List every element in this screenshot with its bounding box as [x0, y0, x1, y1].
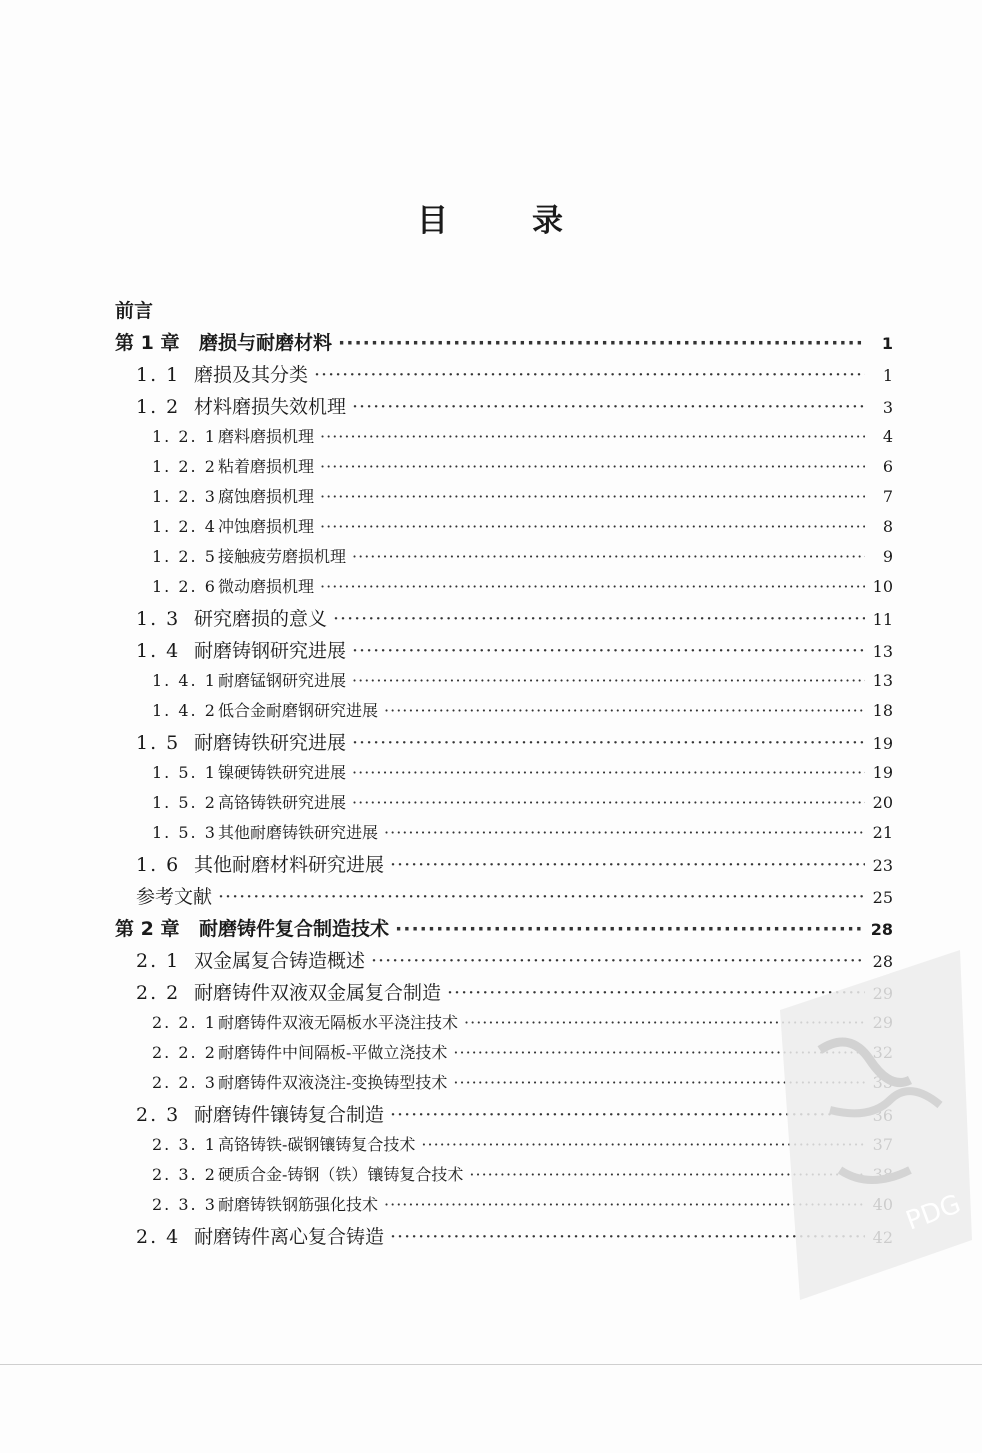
toc-entry[interactable] — [115, 820, 893, 850]
toc-entry-page-number: 18 — [872, 701, 893, 720]
toc-entry-number: 1. 5. 2 — [152, 793, 217, 812]
toc-entry-title: 磨料磨损机理 — [218, 427, 315, 446]
toc-entry[interactable] — [115, 604, 893, 636]
toc-entry-page-number: 10 — [872, 577, 893, 596]
toc-entry-title: 磨损及其分类 — [194, 364, 309, 386]
toc-entry-title: 接触疲劳磨损机理 — [218, 547, 347, 566]
toc-entry-number: 1. 2. 4 — [152, 517, 217, 536]
dot-leader — [352, 547, 865, 566]
toc-entry[interactable] — [115, 514, 893, 544]
toc-entry-title: 耐磨铸铁钢筋强化技术 — [218, 1195, 379, 1214]
toc-entry-number: 1. 2 — [136, 396, 181, 418]
toc-entry-number: 1. 5. 1 — [152, 763, 217, 782]
toc-entry-label — [136, 1222, 384, 1249]
toc-entry-label — [152, 574, 314, 597]
toc-entry-number: 1. 2. 2 — [152, 457, 217, 476]
dot-leader — [352, 396, 865, 418]
toc-entry[interactable] — [115, 668, 893, 698]
toc-entry-number: 1. 2. 6 — [152, 577, 217, 596]
toc-entry[interactable] — [115, 328, 893, 360]
toc-entry-title: 磨损与耐磨材料 — [199, 332, 333, 354]
toc-entry-number: 1. 3 — [136, 608, 181, 630]
page-bottom-rule — [0, 1364, 982, 1365]
toc-entry-page-number: 23 — [872, 856, 893, 875]
toc-entry-page-number: 9 — [882, 547, 893, 566]
toc-entry[interactable] — [115, 544, 893, 574]
toc-entry-title: 研究磨损的意义 — [194, 608, 328, 630]
toc-entry[interactable] — [115, 484, 893, 514]
toc-entry-page-number: 13 — [872, 671, 893, 690]
toc-entry-page-number: 1 — [882, 366, 893, 385]
dot-leader — [352, 732, 865, 754]
dot-leader — [390, 854, 865, 876]
dot-leader — [320, 517, 865, 536]
toc-entry-page-number: 20 — [872, 793, 893, 812]
toc-entry[interactable] — [115, 636, 893, 668]
toc-entry-label — [152, 820, 378, 843]
toc-entry-title: 其他耐磨铸铁研究进展 — [218, 823, 379, 842]
toc-entry-number: 2. 2. 1 — [152, 1013, 217, 1032]
toc-entry[interactable] — [115, 882, 893, 914]
toc-entry-label — [152, 544, 346, 567]
toc-entry-number: 1. 2. 1 — [152, 427, 217, 446]
toc-entry-page-number: 21 — [872, 823, 893, 842]
toc-entry-title: 耐磨铸铁研究进展 — [194, 732, 347, 754]
toc-entry-title: 材料磨损失效机理 — [194, 396, 347, 418]
dot-leader — [338, 332, 865, 354]
watermark-stamp — [760, 940, 975, 1300]
toc-entry-number: 第 2 章 — [115, 918, 180, 940]
toc-entry-title: 前言 — [115, 300, 154, 322]
toc-entry-title: 粘着磨损机理 — [218, 457, 315, 476]
toc-entry[interactable] — [115, 790, 893, 820]
toc-entry-title: 耐磨铸件镶铸复合制造 — [194, 1104, 385, 1126]
toc-entry-page-number: 4 — [882, 427, 893, 446]
toc-entry-title: 耐磨铸件双液无隔板水平浇注技术 — [218, 1013, 459, 1032]
toc-entry[interactable] — [115, 360, 893, 392]
title-char-1: 目 — [417, 203, 450, 239]
toc-entry[interactable] — [115, 392, 893, 424]
toc-entry-title: 高铬铸铁研究进展 — [218, 793, 347, 812]
toc-entry-number: 1. 1 — [136, 364, 181, 386]
toc-entry-number: 1. 2. 5 — [152, 547, 217, 566]
toc-entry-number: 2. 3 — [136, 1104, 181, 1126]
toc-entry-label — [152, 698, 378, 721]
toc-entry[interactable] — [115, 760, 893, 790]
toc-entry-number: 2. 2 — [136, 982, 181, 1004]
toc-entry[interactable] — [115, 850, 893, 882]
dot-leader — [352, 763, 865, 782]
toc-entry-page-number: 28 — [872, 952, 893, 971]
dot-leader — [352, 793, 865, 812]
toc-entry-title: 硬质合金-铸钢（铁）镶铸复合技术 — [218, 1165, 464, 1184]
toc-entry-title: 低合金耐磨钢研究进展 — [218, 701, 379, 720]
toc-entry-title: 耐磨铸件双液双金属复合制造 — [194, 982, 442, 1004]
title-char-2: 录 — [532, 203, 565, 239]
toc-entry-page-number: 19 — [872, 734, 893, 753]
toc-entry-label — [136, 636, 346, 663]
toc-entry-title: 双金属复合铸造概述 — [194, 950, 366, 972]
toc-entry-page-number: 3 — [882, 398, 893, 417]
dot-leader — [218, 886, 865, 908]
toc-entry-title: 耐磨铸钢研究进展 — [194, 640, 347, 662]
toc-entry-title: 耐磨铸件双液浇注-变换铸型技术 — [218, 1073, 448, 1092]
toc-entry-label — [152, 424, 314, 447]
toc-entry-label — [152, 1040, 447, 1063]
toc-entry-label — [115, 328, 332, 355]
toc-entry-label — [136, 728, 346, 755]
toc-entry-title: 耐磨铸件复合制造技术 — [199, 918, 390, 940]
dot-leader — [320, 577, 865, 596]
toc-entry-number: 1. 4 — [136, 640, 181, 662]
toc-entry-label — [136, 850, 384, 877]
dot-leader — [384, 701, 865, 720]
toc-entry-number: 第 1 章 — [115, 332, 180, 354]
toc-entry[interactable] — [115, 296, 893, 328]
toc-entry-label — [152, 484, 314, 507]
toc-entry-title: 耐磨铸件中间隔板-平做立浇技术 — [218, 1043, 448, 1062]
toc-entry-number: 1. 2. 3 — [152, 487, 217, 506]
toc-entry-label — [152, 760, 346, 783]
toc-entry-page-number: 11 — [872, 610, 893, 629]
toc-entry-number: 1. 4. 2 — [152, 701, 217, 720]
toc-entry-label — [136, 1100, 384, 1127]
toc-entry-page-number: 28 — [870, 920, 893, 939]
toc-entry-number: 1. 4. 1 — [152, 671, 217, 690]
toc-entry-label — [136, 882, 212, 909]
toc-entry-label — [152, 514, 314, 537]
dot-leader — [320, 487, 865, 506]
toc-entry-number: 1. 6 — [136, 854, 181, 876]
toc-entry-number: 2. 3. 3 — [152, 1195, 217, 1214]
watermark-text: PDG — [902, 1189, 965, 1237]
toc-entry[interactable] — [115, 698, 893, 728]
toc-entry-page-number: 7 — [882, 487, 893, 506]
toc-entry-label — [152, 454, 314, 477]
toc-entry-title: 高铬铸铁-碳钢镶铸复合技术 — [218, 1135, 416, 1154]
toc-entry-title: 微动磨损机理 — [218, 577, 315, 596]
toc-entry-title: 镍硬铸铁研究进展 — [218, 763, 347, 782]
toc-entry-page-number: 13 — [872, 642, 893, 661]
toc-entry-label — [136, 946, 365, 973]
toc-entry-label — [115, 914, 389, 941]
toc-entry-label — [152, 668, 346, 691]
toc-entry-number: 2. 2. 3 — [152, 1073, 217, 1092]
page-title — [0, 195, 982, 240]
toc-entry-number: 2. 3. 1 — [152, 1135, 217, 1154]
toc-entry[interactable] — [115, 574, 893, 604]
toc-entry-title: 耐磨锰钢研究进展 — [218, 671, 347, 690]
toc-entry-page-number: 1 — [881, 334, 893, 353]
toc-entry-number: 2. 3. 2 — [152, 1165, 217, 1184]
toc-entry-label — [152, 1192, 378, 1215]
toc-entry-page-number: 8 — [882, 517, 893, 536]
toc-entry-number: 2. 4 — [136, 1226, 181, 1248]
dot-leader — [352, 640, 865, 662]
toc-entry-label — [152, 1162, 463, 1185]
toc-entry-label — [152, 1010, 458, 1033]
toc-entry-label — [115, 296, 153, 323]
toc-entry-title: 参考文献 — [136, 886, 213, 908]
toc-entry-label — [136, 978, 441, 1005]
toc-entry-page-number: 6 — [882, 457, 893, 476]
dot-leader — [352, 671, 865, 690]
toc-entry-label — [152, 790, 346, 813]
toc-entry-number: 1. 5 — [136, 732, 181, 754]
toc-entry-label — [152, 1070, 447, 1093]
toc-entry-number: 2. 2. 2 — [152, 1043, 217, 1062]
dot-leader — [320, 427, 865, 446]
dot-leader — [320, 457, 865, 476]
toc-entry[interactable] — [115, 728, 893, 760]
toc-entry-title: 冲蚀磨损机理 — [218, 517, 315, 536]
dot-leader — [333, 608, 865, 630]
toc-entry-page-number: 25 — [872, 888, 893, 907]
toc-entry-title: 腐蚀磨损机理 — [218, 487, 315, 506]
toc-entry[interactable] — [115, 454, 893, 484]
dot-leader — [314, 364, 865, 386]
toc-entry-label — [152, 1132, 415, 1155]
toc-entry-number: 2. 1 — [136, 950, 181, 972]
dot-leader — [395, 918, 865, 940]
toc-entry-number: 1. 5. 3 — [152, 823, 217, 842]
dot-leader — [384, 823, 865, 842]
toc-entry-title: 其他耐磨材料研究进展 — [194, 854, 385, 876]
watermark-stamp-shape — [780, 950, 972, 1300]
toc-entry-label — [136, 392, 346, 419]
toc-entry[interactable] — [115, 424, 893, 454]
toc-entry-title: 耐磨铸件离心复合铸造 — [194, 1226, 385, 1248]
toc-entry-page-number: 19 — [872, 763, 893, 782]
toc-entry-label — [136, 360, 308, 387]
toc-entry-label — [136, 604, 327, 631]
